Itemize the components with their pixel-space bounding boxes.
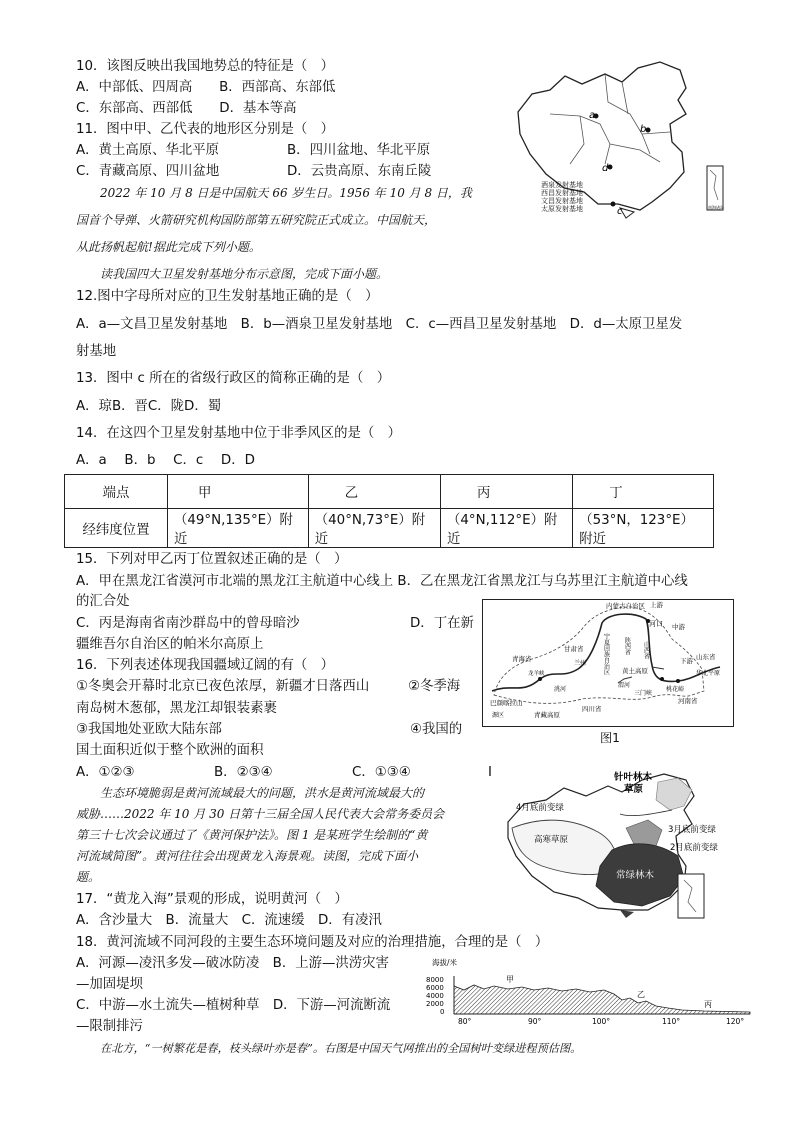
profile-ytick-6000: 6000 [426,984,444,992]
q16-statement-2: ②冬季海 [408,679,461,694]
q11-option-c: C．青藏高原、四川盆地 [76,164,220,179]
label-april-green: 4月底前变绿 [516,803,564,813]
river-map-caption: 图1 [600,731,620,745]
legend-jiuquan: 酒泉发射基地 [541,181,583,189]
q13-options: A．琼B．晋C．陇D．蜀 [76,399,222,414]
table-row [65,475,714,509]
q12-options-cont: 射基地 [76,344,117,359]
intro-river-line3: 第三十七次会议通过了《黄河保护法》。图 1 是某班学生绘制的“黄 [76,828,428,842]
legend-taiyuan: 太原发射基地 [541,205,583,213]
intro-river-line2: 威胁……2022 年 10 月 30 日第十三届全国人民代表大会常务委员会 [76,807,445,821]
q18-option-d-cont: —限制排污 [76,1019,143,1034]
legend-wenchang: 文昌发射基地 [541,197,583,205]
label-feb-green: 2月底前变绿 [670,843,718,853]
table-header-cell: 丙 [441,475,573,509]
q12-options: A．a—文昌卫星发射基地 B．b—酒泉卫星发射基地 C．c—西昌卫星发射基地 D．d—太原卫星发 [76,317,683,332]
label-alpine-grassland: 高寒草原 [534,835,569,845]
terrain-profile [424,956,754,1028]
label-sichuan: 四川省 [582,705,602,713]
intro-space-line1: 2022 年 10 月 8 日是中国航天 66 岁生日。1956 年 10 月 8 日，我 [100,186,472,200]
profile-point-jia: 甲 [506,975,514,984]
label-longyangxia: 龙羊峡 [528,671,545,677]
q13-stem: 13．图中 c 所在的省级行政区的简称正确的是（ ） [76,371,391,386]
q15-option-d-cont: 疆维吾尔自治区的帕米尔高原上 [76,637,264,652]
profile-point-yi: 乙 [637,990,645,999]
q18-option-b-cont: —加固堤坝 [76,977,143,992]
label-shandong: 山东省 [696,653,716,661]
profile-ytick-4000: 4000 [426,992,444,1000]
label-grassland: 草原 [624,784,644,795]
label-gansu: 甘肃省 [564,645,584,653]
profile-ytick-0: 0 [440,1008,445,1016]
profile-xtick-110: 110° [662,1017,681,1026]
label-lanzhou: 兰州 [574,660,587,667]
table-header-cell: 端点 [65,475,168,509]
intro-space-line2: 国首个导弹、火箭研究机构国防部第五研究院正式成立。中国航天， [76,213,437,227]
q18-stem: 18．黄河流域不同河段的主要生态环境问题及对应的治理措施，合理的是（ ） [76,935,549,950]
label-hekou: 河口 [649,620,663,628]
intro-spring: 在北方，“一树繁花是春，枝头绿叶亦是春”。右图是中国天气网推出的全国树叶变绿进程预估图。 [100,1042,582,1055]
yellow-river-map [482,599,734,727]
table-row-label: 经纬度位置 [65,509,168,548]
q15-stem: 15．下列对甲乙丙丁位置叙述正确的是（ ） [76,552,348,567]
label-shanxi: 山西省 [642,641,650,659]
table-header-cell: 丁 [573,475,714,509]
profile-point-bing: 丙 [704,1000,712,1009]
label-inner-mongolia: 内蒙古自治区 [606,602,645,610]
profile-xtick-100: 100° [592,1017,611,1026]
label-taohuayu: 桃花峪 [666,686,685,693]
q16-option-b: B．②③④ [214,765,273,780]
profile-xtick-120: 120° [726,1017,745,1026]
q16-option-a: A．①②③ [76,765,135,780]
label-loess-plateau: 黄土高原 [622,667,648,675]
q10-stem: 10．该图反映出我国地势总的特征是（ ） [76,59,335,74]
q14-options: A．a B．b C．c D．D [76,453,255,468]
q14-stem: 14．在这四个卫星发射基地中位于非季风区的是（ ） [76,426,402,441]
table-header-cell: 甲 [168,475,309,509]
q10-options-ab: A．中部低、四周高 B．西部高、东部低 [76,80,336,95]
profile-ylabel: 海拔/米 [432,958,458,967]
latlon-table [64,474,714,548]
profile-ytick-8000: 8000 [426,976,444,984]
label-conifer-forest: 针叶林木 [614,772,653,783]
intro-space-line4: 读我国四大卫星发射基地分布示意图，完成下面小题。 [100,267,389,281]
q17-options: A．含沙量大 B．流量大 C．流速缓 D．有凌汛 [76,913,382,928]
label-middle-reach: 中游 [672,623,685,631]
label-march-green: 3月底前变绿 [668,825,716,835]
q16-statement-2-cont: 南岛树木葱郁，黑龙江却银装素裹 [76,701,277,716]
q17-stem: 17．“黄龙入海”景观的形成，说明黄河（ ） [76,892,348,907]
label-sanmenxia: 三门峡 [634,690,653,697]
legend-xichang: 西昌发射基地 [541,189,583,197]
q11-option-d: D．云贵高原、东南丘陵 [287,164,432,179]
table-cell: （53°N，123°E）附近 [573,509,714,548]
launch-site-legend [541,181,583,213]
label-upper-reach: 上游 [650,601,663,609]
q16-statement-1: ①冬奥会开幕时北京已夜色浓厚，新疆才日落西山 [76,679,370,694]
table-header-cell: 乙 [308,475,440,509]
label-henan: 河南省 [678,697,698,705]
q16-statement-4: ④我国的 [410,722,463,737]
site-letter-b: b [640,124,647,135]
intro-river-line5: 题。 [76,870,101,884]
q16-statement-3: ③我国地处亚欧大陆东部 [76,722,222,737]
table-row [65,509,714,548]
site-letter-d: d [602,163,609,174]
label-north-china-plain: 华北平原 [696,670,721,677]
leaf-greening-map [502,770,720,920]
q16-option-c: C．①③④ [352,765,411,780]
label-tibet-plateau: 青藏高原 [534,711,560,719]
q11-option-b: B．四川盆地、华北平原 [287,143,431,158]
q15-options-ab: A．甲在黑龙江省漠河市北端的黑龙江主航道中心线上 B．乙在黑龙江省黑龙江与乌苏里江主航道中心线 [76,574,688,589]
label-bayan-har: 巴颜喀拉山 [490,699,523,707]
q16-stem: 16．下列表述体现我国疆域辽阔的有（ ） [76,658,335,673]
intro-river-line1: 生态环境脆弱是黄河流域最大的问题，洪水是黄河流域最大的 [100,786,425,800]
q11-stem: 11．图中甲、乙代表的地形区分别是（ ） [76,122,335,137]
q12-stem: 12.图中字母所对应的卫生发射基地正确的是（ ） [76,289,379,304]
q15-options-ab-cont: 的汇合处 [76,594,130,609]
q16-statement-4-cont: 国土面积近似于整个欧洲的面积 [76,743,264,758]
label-shaanxi: 陕西省 [623,637,631,655]
site-letter-a: a [589,110,596,121]
inset-label: 南海诸岛 [708,205,724,210]
site-letter-c: c [617,206,623,217]
profile-xtick-80: 80° [458,1017,472,1026]
label-lower-reach: 下游 [680,657,693,665]
table-cell: （4°N,112°E）附近 [441,509,573,548]
label-source-region: 源区 [492,712,505,719]
intro-space-line3: 从此扬帆起航!据此完成下列小题。 [76,240,261,254]
q18-options-cd: C．中游—水土流失—植树种草 D．下游—河流断流 [76,998,391,1013]
q15-option-c: C．丙是海南省南沙群岛中的曾母暗沙 [76,616,300,631]
table-cell: （49°N,135°E）附近 [168,509,309,548]
intro-river-line4: 河流域简图”。黄河往往会出现黄龙入海景观。读图，完成下面小 [76,849,419,863]
label-ningxia: 宁夏回族自治区 [602,633,610,675]
q10-options-cd: C．东部高、西部低 D．基本等高 [76,101,297,116]
label-taohe: 洮河 [554,686,567,693]
profile-xtick-90: 90° [528,1017,542,1026]
label-evergreen-forest: 常绿林木 [616,870,655,881]
table-cell: （40°N,73°E）附近 [308,509,440,548]
profile-ytick-2000: 2000 [426,1000,444,1008]
q11-option-a: A．黄土高原、华北平原 [76,143,220,158]
label-weihe: 渭河 [618,682,631,689]
q15-option-d: D．丁在新 [410,616,474,631]
label-qinghai: 青海省 [512,655,532,663]
q16-option-d: I [488,765,492,780]
q18-options-ab: A．河源—凌汛多发—破冰防凌 B．上游—洪涝灾害 [76,956,389,971]
